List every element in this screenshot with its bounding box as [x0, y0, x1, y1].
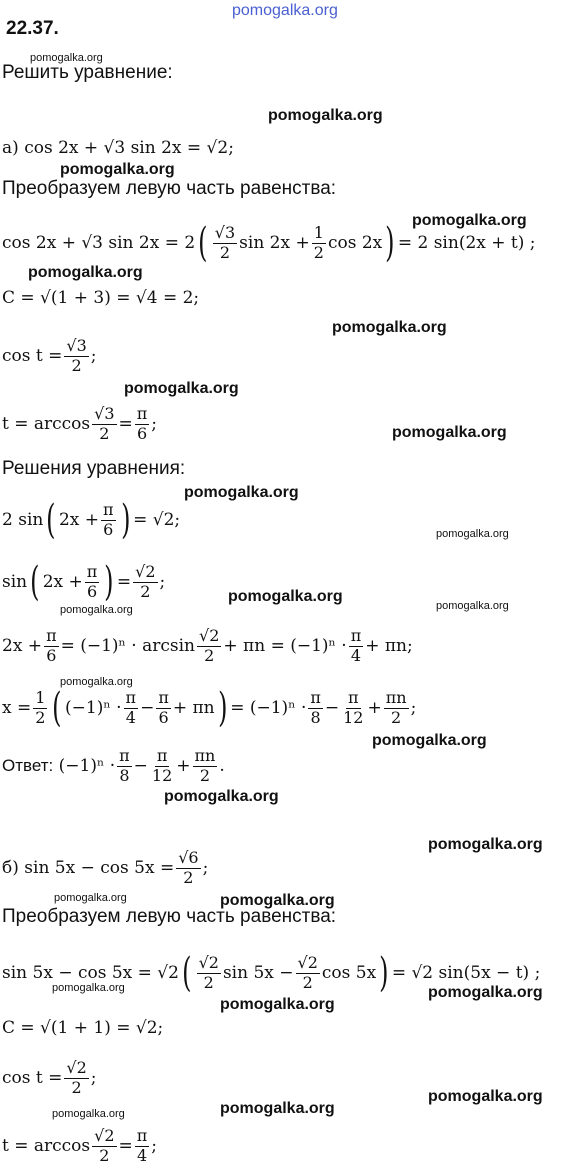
denominator: 8	[119, 765, 130, 785]
part-a-label: а)	[2, 138, 19, 158]
numerator: π	[158, 688, 169, 708]
transform-text: Преобразуем левую часть равенства:	[2, 178, 337, 199]
semicolon: ;	[159, 572, 166, 592]
numerator: πn	[194, 746, 216, 766]
cos-t-lhs: cos t =	[2, 1068, 63, 1088]
sol3-mid: = (−1)ⁿ · arcsin	[60, 636, 196, 656]
equals: =	[116, 572, 132, 592]
fraction	[296, 954, 320, 992]
fraction	[33, 689, 47, 727]
watermark: pomogalka.org	[220, 892, 335, 909]
solution-line-2	[2, 556, 165, 608]
fraction	[124, 689, 139, 727]
step1-end: cos 2x	[327, 233, 383, 253]
plus: +	[367, 698, 382, 718]
sol4-eq: = (−1)ⁿ ·	[230, 698, 307, 718]
t-lhs: t = arccos	[2, 414, 91, 434]
watermark: pomogalka.org	[412, 212, 527, 229]
fraction	[349, 627, 364, 665]
watermark: pomogalka.org	[124, 380, 239, 397]
numerator: √3	[66, 336, 87, 356]
part-a-equation	[2, 138, 234, 158]
sol2-inner: 2x +	[42, 572, 83, 592]
sol2-lhs: sin	[2, 572, 28, 592]
left-paren: (	[198, 220, 208, 266]
denominator: 2	[219, 242, 231, 262]
step1-mid: sin 2x +	[239, 233, 310, 253]
t-lhs: t = arccos	[2, 1136, 91, 1156]
answer-line	[2, 740, 225, 792]
watermark: pomogalka.org	[220, 1100, 335, 1117]
watermark: pomogalka.org	[436, 528, 509, 540]
eq-lhs: sin 5x − cos 5x =	[24, 858, 175, 878]
denominator: 8	[310, 707, 321, 727]
sol3-lhs: 2x +	[2, 636, 43, 656]
fraction	[44, 627, 59, 665]
answer-label: Ответ:	[2, 756, 54, 775]
fraction	[150, 747, 174, 785]
right-paren: )	[379, 950, 389, 996]
fraction	[312, 224, 326, 262]
numerator: √6	[178, 848, 199, 868]
numerator: π	[136, 1126, 148, 1146]
numerator: √3	[214, 223, 236, 243]
left-paren: (	[182, 950, 192, 996]
part-b-equation	[2, 842, 208, 894]
left-paren: (	[52, 685, 62, 731]
denominator: 6	[46, 645, 57, 665]
denominator: 2	[71, 355, 82, 375]
t-line	[2, 398, 157, 450]
task-text: Решить уравнение:	[2, 62, 173, 83]
watermark: pomogalka.org	[60, 604, 133, 616]
numerator: √2	[66, 1058, 87, 1078]
right-paren: )	[104, 559, 114, 605]
part-b-label: б)	[2, 858, 19, 878]
denominator: 12	[343, 707, 364, 727]
numerator: πn	[385, 688, 407, 708]
period: .	[219, 756, 225, 776]
fraction	[64, 337, 88, 375]
watermark: pomogalka.org	[436, 600, 509, 612]
minus: −	[133, 756, 148, 776]
numerator: π	[136, 404, 148, 424]
fraction	[213, 224, 237, 262]
equals: =	[118, 414, 133, 434]
numerator: π	[348, 688, 359, 708]
solution-line-4	[2, 682, 416, 734]
semicolon: ;	[151, 1136, 158, 1156]
step1-rhs: = √2 sin(5x − t) ;	[391, 963, 541, 983]
equals: =	[118, 1136, 133, 1156]
denominator: 2	[71, 1077, 82, 1097]
fraction	[176, 849, 200, 887]
left-paren: (	[46, 497, 56, 543]
denominator: 6	[86, 581, 98, 601]
step1-mid: sin 5x −	[222, 963, 294, 983]
denominator: 12	[151, 765, 173, 785]
fraction	[64, 1059, 88, 1097]
equation-text: cos 2x + √3 sin 2x = √2;	[24, 138, 234, 158]
watermark: pomogalka.org	[392, 424, 507, 441]
watermark: pomogalka.org	[30, 52, 103, 64]
right-paren: )	[385, 220, 395, 266]
watermark: pomogalka.org	[28, 264, 143, 281]
watermark: pomogalka.org	[332, 319, 447, 336]
numerator: π	[310, 688, 321, 708]
watermark: pomogalka.org	[428, 836, 543, 853]
fraction	[156, 689, 171, 727]
numerator: √2	[94, 1126, 115, 1146]
step1-lhs: sin 5x − cos 5x = √2	[2, 963, 179, 983]
right-paren: )	[120, 497, 131, 543]
numerator: √2	[297, 953, 318, 973]
fraction	[197, 627, 221, 665]
denominator: 4	[350, 645, 362, 665]
watermark: pomogalka.org	[228, 588, 343, 605]
fraction	[384, 689, 409, 727]
denominator: 2	[35, 707, 46, 727]
minus: −	[324, 698, 340, 718]
step1-rhs: = 2 sin(2x + t) ;	[397, 233, 536, 253]
watermark: pomogalka.org	[220, 996, 335, 1013]
t-line-b	[2, 1120, 157, 1172]
step1-end: cos 5x	[321, 963, 377, 983]
c-line: C = √(1 + 3) = √4 = 2;	[2, 288, 200, 308]
c-line-b: C = √(1 + 1) = √2;	[2, 1018, 164, 1038]
numerator: π	[350, 626, 362, 646]
semicolon: ;	[90, 1068, 97, 1088]
numerator: π	[86, 562, 98, 582]
numerator: √2	[135, 562, 156, 582]
sol1-inner: 2x +	[58, 510, 100, 530]
denominator: 6	[103, 519, 114, 539]
denominator: 2	[302, 972, 313, 992]
fraction	[135, 405, 150, 443]
numerator: √2	[198, 953, 219, 973]
denominator: 2	[391, 707, 402, 727]
fraction	[197, 954, 221, 992]
cos-t-line	[2, 330, 96, 382]
numerator: 1	[313, 223, 324, 243]
denominator: 6	[136, 423, 148, 443]
fraction	[92, 1127, 116, 1165]
watermark: pomogalka.org	[52, 1108, 125, 1120]
fraction	[308, 689, 323, 727]
fraction	[101, 501, 116, 539]
plus: +	[176, 756, 191, 776]
numerator: π	[103, 500, 114, 520]
numerator: 1	[35, 688, 46, 708]
problem-number: 22.37.	[6, 18, 59, 39]
sol4-b: + πn	[172, 698, 215, 718]
sol1-rhs: = √2;	[133, 510, 181, 530]
watermark: pomogalka.org	[184, 484, 299, 501]
semicolon: ;	[90, 346, 97, 366]
watermark: pomogalka.org	[372, 732, 487, 749]
fraction	[193, 747, 218, 785]
sol3-end: + πn;	[365, 636, 413, 656]
semicolon: ;	[202, 858, 209, 878]
sol4-a: (−1)ⁿ ·	[65, 698, 122, 718]
sol3-mid2: + πn = (−1)ⁿ ·	[223, 636, 347, 656]
numerator: π	[119, 746, 130, 766]
denominator: 2	[203, 972, 214, 992]
cos-t-lhs: cos t =	[2, 346, 63, 366]
denominator: 2	[99, 423, 110, 443]
fraction	[117, 747, 132, 785]
solutions-text: Решения уравнения:	[2, 458, 186, 479]
answer-a: (−1)ⁿ ·	[58, 756, 116, 776]
fraction	[92, 405, 116, 443]
denominator: 4	[125, 707, 136, 727]
watermark: pomogalka.org	[60, 676, 133, 688]
step1-lhs: cos 2x + √3 sin 2x = 2	[2, 233, 196, 253]
solution-line-1	[2, 494, 180, 546]
watermark[interactable]: pomogalka.org	[232, 2, 338, 19]
numerator: √2	[199, 626, 220, 646]
sol4-lhs: x =	[2, 698, 32, 718]
fraction	[85, 563, 100, 601]
numerator: π	[156, 746, 168, 766]
cos-t-line-b	[2, 1052, 96, 1104]
watermark: pomogalka.org	[428, 984, 543, 1001]
denominator: 6	[158, 707, 169, 727]
sol1-lhs: 2 sin	[2, 510, 44, 530]
watermark: pomogalka.org	[268, 107, 383, 124]
watermark: pomogalka.org	[428, 1088, 543, 1105]
denominator: 2	[204, 645, 215, 665]
left-paren: (	[30, 559, 40, 605]
watermark: pomogalka.org	[54, 892, 127, 904]
numerator: √3	[94, 404, 115, 424]
transform-text-b: Преобразуем левую часть равенства:	[2, 906, 337, 927]
denominator: 2	[199, 765, 211, 785]
fraction	[341, 689, 365, 727]
denominator: 2	[99, 1145, 110, 1165]
semicolon: ;	[151, 414, 158, 434]
denominator: 4	[136, 1145, 148, 1165]
denominator: 2	[140, 581, 151, 601]
watermark: pomogalka.org	[60, 161, 175, 178]
right-paren: )	[217, 685, 228, 731]
denominator: 2	[313, 242, 324, 262]
numerator: π	[46, 626, 57, 646]
solution-line-3	[2, 620, 413, 672]
denominator: 2	[183, 867, 194, 887]
fraction	[135, 1127, 150, 1165]
watermark: pomogalka.org	[52, 982, 125, 994]
minus: −	[140, 698, 155, 718]
semicolon: ;	[410, 698, 417, 718]
numerator: π	[125, 688, 137, 708]
watermark: pomogalka.org	[164, 788, 279, 805]
fraction	[133, 563, 157, 601]
